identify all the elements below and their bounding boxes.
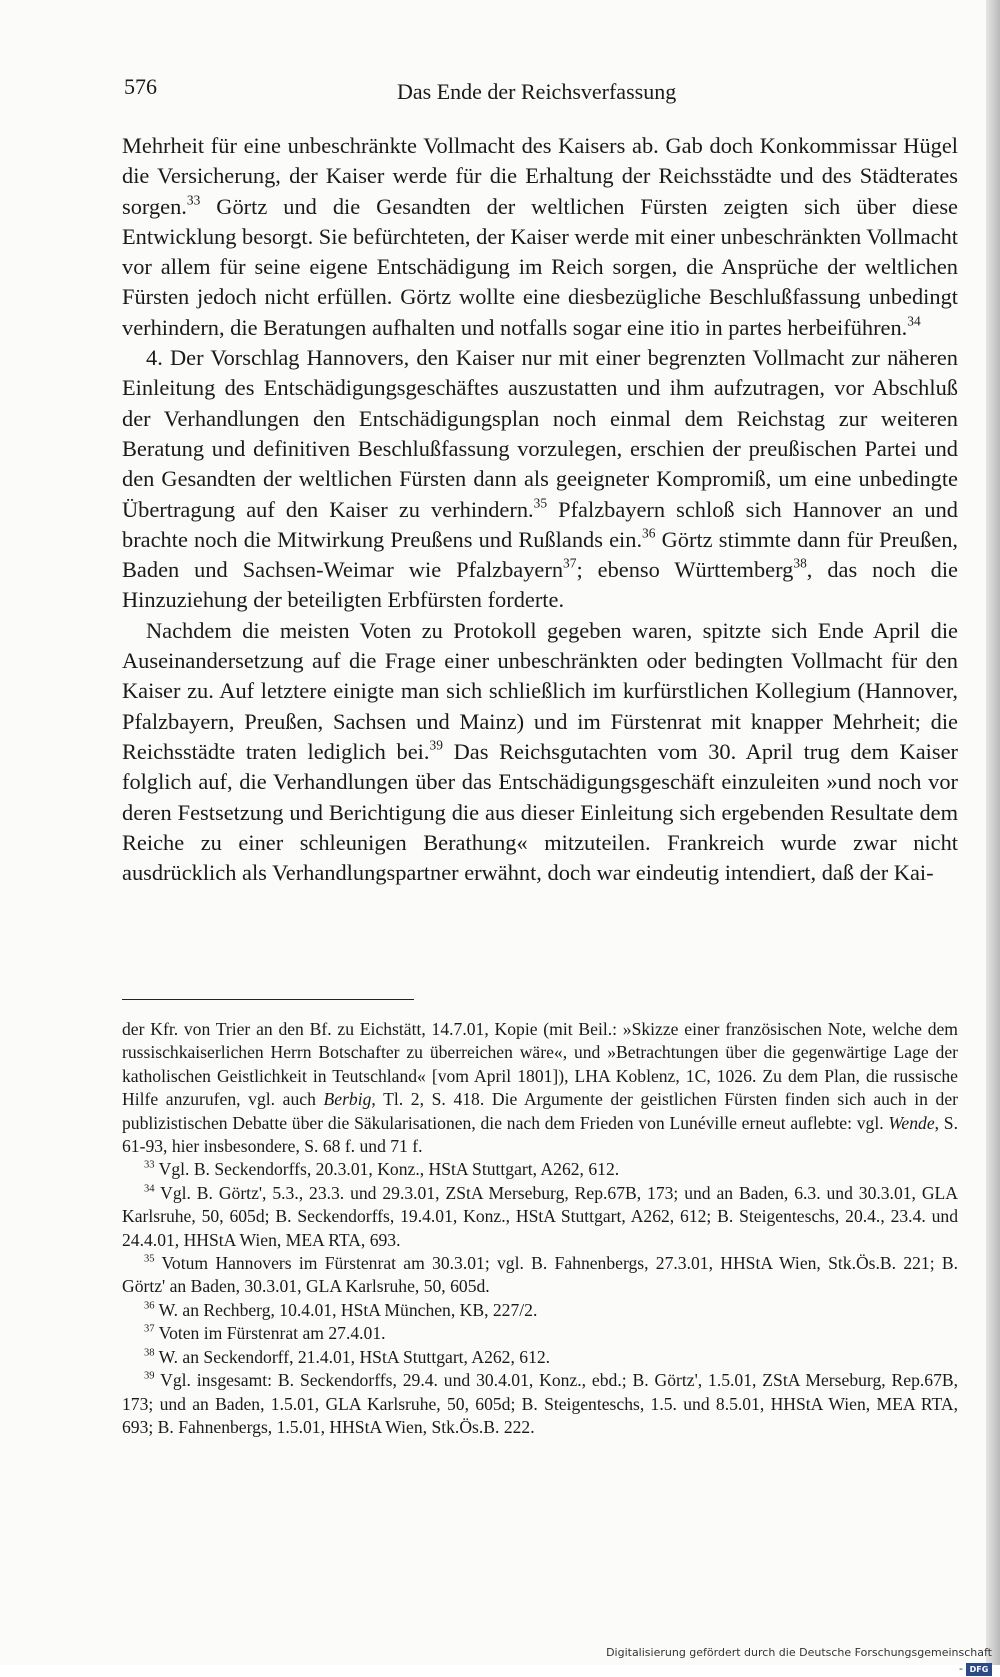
footnote-text: Voten im Fürstenrat am 27.4.01. xyxy=(154,1323,386,1344)
footnote-text: W. an Rechberg, 10.4.01, HStA München, KB, 227/2. xyxy=(154,1299,538,1320)
footnote-ref-37: 37 xyxy=(563,555,577,571)
footnote-number: 34 xyxy=(144,1183,155,1195)
footnote-text: Vgl. B. Seckendorffs, 20.3.01, Konz., HStA Stuttgart, A262, 612. xyxy=(154,1159,620,1180)
credit-text: Digitalisierung gefördert durch die Deutsche Forschungsgemeinschaft - xyxy=(606,1646,992,1675)
footnote-text: Vgl. B. Görtz', 5.3., 23.3. und 29.3.01, ZStA Merseburg, Rep.67B, 173; und an Baden, 6.3. und 30.3.01, GLA Karlsruhe, 50, 605d; B. Seckendorffs, 19.4.01, Konz., HStA Stuttgart, A262, 612; B. Steigenteschs, 20.4., 23.4. und 24.4.01, HHStA Wien, MEA RTA, 693. xyxy=(122,1182,958,1250)
footnotes xyxy=(122,1018,958,1439)
text-run: Mehrheit für eine unbeschränkte Vollmacht des Kaisers ab. Gab doch Konkommissar Hügel die Versicherung, der Kaiser werde für die Erhaltung der Reichsstädte und des Städterates sorgen. xyxy=(122,133,958,219)
author-name: Wende xyxy=(888,1112,935,1133)
digitization-credit xyxy=(600,1645,992,1675)
text-run: , S. 61-93, hier insbesondere, S. 68 f. und 71 f. xyxy=(122,1112,958,1157)
text-run: 4. Der Vorschlag Hannovers, den Kaiser nur mit einer begrenzten Vollmacht zur näheren Einleitung des Entschädigungsgeschäftes auszustatten und ihm aufzutragen, vor Abschluß der Verhandlungen den Entschädigungsplan noch einmal dem Reichstag zur weiteren Beratung und definitiven Beschlußfassung vorzulegen, erschien der preußischen Partei und den Gesandten der weltlichen Fürsten dann als geeigneter Kompromiß, um eine unbedingte Übertragung auf den Kaiser zu verhindern. xyxy=(122,345,958,522)
running-head: Das Ende der Reichsverfassung xyxy=(397,79,677,104)
footnote-ref-34: 34 xyxy=(907,313,921,329)
text-run: Görtz stimmte dann für Preußen, Baden und Sachsen-Weimar wie Pfalzbayern xyxy=(122,526,958,583)
dfg-logo-icon: DFG xyxy=(966,1663,992,1676)
footnote-text: W. an Seckendorff, 21.4.01, HStA Stuttgart, A262, 612. xyxy=(154,1346,551,1367)
footnote-ref-39: 39 xyxy=(429,737,443,753)
footnote-36 xyxy=(122,1299,958,1322)
text-run: Pfalzbayern schloß sich Hannover an und brachte noch die Mitwirkung Preußens und Rußlands ein. xyxy=(122,496,958,552)
paragraph-2 xyxy=(122,343,958,616)
footnote-39 xyxy=(122,1369,958,1439)
page-number: 576 xyxy=(124,74,157,99)
footnote-text: Votum Hannovers im Fürstenrat am 30.3.01; vgl. B. Fahnenbergs, 27.3.01, HHStA Wien, Stk.Ös.B. 221; B. Görtz' an Baden, 30.3.01, GLA Karlsruhe, 50, 605d. xyxy=(122,1253,958,1297)
footnote-37 xyxy=(122,1322,958,1345)
footnote-ref-38: 38 xyxy=(793,555,807,571)
paragraph-1 xyxy=(122,131,958,343)
footnote-33 xyxy=(122,1158,958,1181)
text-run: Nachdem die meisten Voten zu Protokoll gegeben waren, spitzte sich Ende April die Auseinandersetzung auf die Frage einer unbeschränkten oder bedingten Vollmacht für den Kaiser zu. Auf letztere einigte man sich schließlich im kurfürstlichen Kollegium (Hannover, Pfalzbayern, Preußen, Sachsen und Mainz) und im Fürstenrat mit knapper Mehrheit; die Reichsstädte traten lediglich bei. xyxy=(122,617,958,764)
text-run: Görtz und die Gesandten der weltlichen Fürsten zeigten sich über diese Entwicklung besorgt. Sie befürchteten, der Kaiser werde mit einer unbeschränkten Vollmacht vor allem für seine eigene Entschädigung im Reich sorgen, die Ansprüche der weltlichen Fürsten jedoch nicht erfüllen. Görtz wollte eine diesbezügliche Beschlußfassung unbedingt verhindern, die Beratungen aufhalten und notfalls sogar eine itio in partes herbeiführen. xyxy=(122,193,958,340)
footnote-ref-33: 33 xyxy=(186,192,201,208)
footnote-text: Vgl. insgesamt: B. Seckendorffs, 29.4. und 30.4.01, Konz., ebd.; B. Görtz', 1.5.01, ZStA Merseburg, Rep.67B, 173; und an Baden, 1.5.01, GLA Karlsruhe, 50, 605d; B. Steigenteschs, 1.5. und 8.5.01, HHStA Wien, MEA RTA, 693; B. Fahnenbergs, 1.5.01, HHStA Wien, Stk.Ös.B. 222. xyxy=(122,1370,958,1437)
author-name: Berbig xyxy=(323,1089,372,1110)
text-run: der Kfr. von Trier an den Bf. zu Eichstätt, 14.7.01, Kopie (mit Beil.: »Skizze einer französischen Note, welche dem russischkaiserlichen Herrn Botschafter zu überreichen wäre«, und »Betrachtungen über die gegenwärtige Lage der katholischen Geistlichkeit in Teutschland« [vom April 1801]), LHA Koblenz, 1C, 1026. Zu dem Plan, die russische Hilfe anzurufen, vgl. auch xyxy=(122,1019,958,1110)
footnote-separator xyxy=(122,999,414,1000)
footnote-34 xyxy=(122,1182,958,1252)
footnote-number: 37 xyxy=(144,1323,155,1335)
page-edge-shadow xyxy=(986,0,1000,1665)
text-run: ; ebenso Württemberg xyxy=(576,557,794,583)
footnote-number: 33 xyxy=(144,1160,155,1172)
footnote-continued xyxy=(122,1018,958,1158)
footnote-number: 39 xyxy=(144,1370,155,1382)
text-run: Das Reichsgutachten vom 30. April trug dem Kaiser folglich auf, die Verhandlungen über das Entschädigungsgeschäft einzuleiten »und noch vor deren Festsetzung und Berichtigung die aus dieser Einleitung sich ergebenden Resultate dem Reiche zu einer schleunigen Berathung« mitzuteilen. Frankreich wurde zwar nicht ausdrücklich als Verhandlungspartner erwähnt, doch war eindeutig intendiert, daß der Kai- xyxy=(122,738,958,886)
page-header xyxy=(124,70,960,110)
text-run: , Tl. 2, S. 418. Die Argumente der geistlichen Fürsten finden sich auch in der publizistischen Debatte über die Säkularisationen, die nach dem Frieden von Lunéville erneut auflebte: vgl. xyxy=(122,1089,958,1133)
text-run: , das noch die Hinzuziehung der beteiligten Erbfürsten forderte. xyxy=(122,557,958,613)
paragraph-3 xyxy=(122,616,958,889)
footnote-number: 38 xyxy=(144,1347,155,1359)
footnote-35 xyxy=(122,1252,958,1299)
main-text xyxy=(122,131,958,888)
footnote-ref-35: 35 xyxy=(533,495,548,511)
footnote-38 xyxy=(122,1346,958,1369)
footnote-ref-36: 36 xyxy=(642,525,656,541)
footnote-number: 36 xyxy=(144,1300,155,1312)
footnote-number: 35 xyxy=(144,1253,155,1265)
